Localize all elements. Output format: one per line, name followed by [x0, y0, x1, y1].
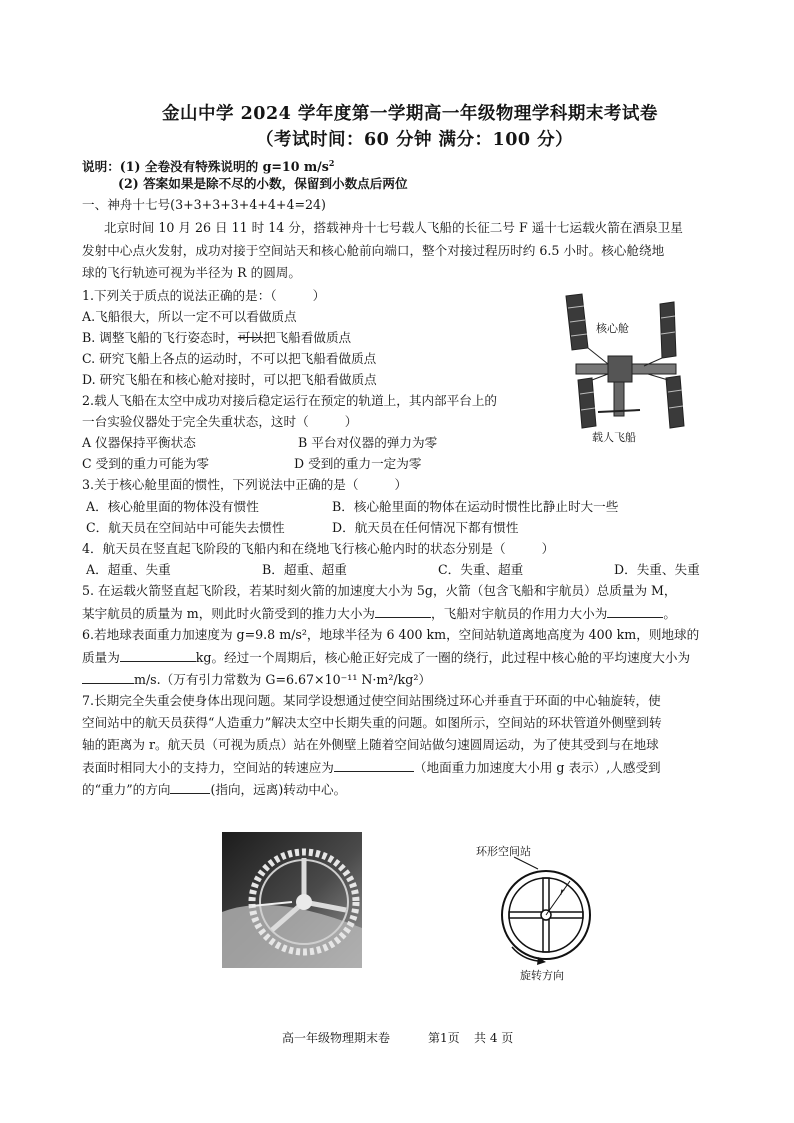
footer-course: 高一年级物理期末卷: [282, 1031, 391, 1045]
q1-stem-text: 1.下列关于质点的说法正确的是：（: [82, 288, 277, 303]
q6-line-1: 6.若地球表面重力加速度为 g=9.8 m/s²，地球半径为 6 400 km，空间站轨道离地高度为 400 km，则地球的: [82, 627, 700, 642]
q5-line-2b: ，飞船对宇航员的作用力大小为: [431, 606, 608, 621]
q4-stem-end: ）: [541, 541, 555, 556]
q6-line-2a: 质量为: [82, 650, 120, 665]
q3-stem: [82, 477, 407, 493]
q1-option-d: D. 研究飞船在和核心舱对接时，可以把飞船看做质点: [82, 372, 377, 387]
space-station-figure: [548, 286, 706, 454]
q1-option-b-strike: 可以: [237, 330, 263, 345]
q6-line-3: [82, 671, 431, 688]
footer-total: 共 4 页: [474, 1031, 514, 1045]
q6-line-3a: m/s.（万有引力常数为 G=6.67×10⁻¹¹ N·m²/kg²）: [134, 672, 431, 687]
section-heading: 一、神舟十七号(3+3+3+3+4+4+4=24): [82, 197, 326, 212]
q5-line-2c: 。: [663, 606, 676, 621]
intro-line-3: 球的飞行轨迹可视为半径为 R 的圆周。: [82, 265, 301, 280]
q5-line-2: [82, 605, 676, 622]
q1-option-b: [82, 330, 351, 346]
q1-option-a: A.飞船很大，所以一定不可以看做质点: [82, 309, 297, 324]
q3-option-c: C．航天员在空间站中可能失去惯性: [86, 520, 285, 535]
q3-option-d: D．航天员在任何情况下都有惯性: [332, 520, 519, 535]
q7-line-4: [82, 759, 661, 776]
q3-option-b: B．核心舱里面的物体在运动时惯性比静止时大一些: [332, 499, 619, 514]
ring-station-diagram: [476, 843, 600, 983]
q4-stem: [82, 541, 554, 557]
note-1-sup: 2: [328, 158, 335, 168]
q6-mass-blank[interactable]: [120, 649, 196, 662]
ring-direction-label: 旋转方向: [520, 969, 564, 982]
q2-stem-1: 2.载人飞船在太空中成功对接后稳定运行在预定的轨道上，其内部平台上的: [82, 393, 498, 408]
q7-line-5a: 的“重力”的方向: [82, 782, 171, 797]
intro-line-2: 发射中心点火发射，成功对接于空间站天和核心舱前向端口，整个对接过程历时约 6.5 小时。核心舱绕地: [82, 243, 665, 258]
q7-line-3: 轴的距离为 r。航天员（可视为质点）站在外侧壁上随着空间站做匀速圆周运动，为了使其受到与在地球: [82, 737, 659, 752]
q1-stem: [82, 288, 325, 304]
q5-line-1: 5. 在运载火箭竖直起飞阶段，若某时刻火箭的加速度大小为 5g，火箭（包含飞船和宇航员）总质量为 M，: [82, 583, 677, 598]
q3-stem-text: 3.关于核心舱里面的惯性，下列说法中正确的是（: [82, 477, 359, 492]
q5-line-2a: 某宇航员的质量为 m，则此时火箭受到的推力大小为: [82, 606, 376, 621]
q4-option-c: C．失重、超重: [438, 562, 524, 577]
q7-line-5: [82, 781, 346, 798]
exam-title: 金山中学 2024 学年度第一学期高一年级物理学科期末考试卷: [162, 104, 658, 124]
q7-direction-blank[interactable]: [170, 781, 210, 794]
q4-stem-text: 4．航天员在竖直起飞阶段的飞船内和在绕地飞行核心舱内时的状态分别是（: [82, 541, 506, 556]
q3-option-a: A．核心舱里面的物体没有惯性: [86, 499, 259, 514]
q2-stem-2-text: 一台实验仪器处于完全失重状态，这时（: [82, 414, 309, 429]
q4-option-a: A．超重、失重: [86, 562, 171, 577]
q4-option-b: B．超重、超重: [262, 562, 347, 577]
intro-line-1: 北京时间 10 月 26 日 11 时 14 分，搭载神舟十七号载人飞船的长征二号 F 遥十七运载火箭在酒泉卫星: [104, 220, 683, 235]
q3-stem-end: ）: [394, 477, 408, 492]
q6-velocity-blank[interactable]: [82, 671, 134, 684]
q2-option-c: C 受到的重力可能为零: [82, 456, 209, 471]
exam-subtitle: （考试时间：60 分钟 满分：100 分）: [256, 130, 574, 150]
q1-stem-end: ）: [312, 288, 326, 303]
q1-option-b-part2: 把飞船看做质点: [262, 330, 352, 345]
q1-option-b-part1: B. 调整飞船的飞行姿态时，: [82, 330, 238, 345]
q7-line-2: 空间站中的航天员获得“人造重力”解决太空中长期失重的问题。如图所示，空间站的环状管道外侧壁到转: [82, 715, 662, 730]
note-1-text: 说明：(1) 全卷没有特殊说明的 g=10 m/s: [82, 159, 329, 175]
note-1: [82, 155, 334, 175]
q5-thrust-blank[interactable]: [375, 605, 431, 618]
q7-line-1: 7.长期完全失重会使身体出现问题。某同学设想通过使空间站围绕过环心并垂直于环面的中心轴旋转，使: [82, 693, 661, 708]
q2-stem-2: [82, 414, 357, 430]
q4-option-d: D．失重、失重: [614, 562, 700, 577]
q7-line-4a: 表面时相同大小的支持力，空间站的转速应为: [82, 760, 334, 775]
q6-line-2b: kg。经过一个周期后，核心舱正好完成了一圈的绕行，此过程中核心舱的平均速度大小为: [195, 650, 691, 665]
q6-line-2: [82, 649, 690, 666]
ring-radius-label: r: [560, 887, 565, 898]
q5-force-blank[interactable]: [607, 605, 663, 618]
footer-page: 第1页: [428, 1031, 460, 1045]
q7-speed-blank[interactable]: [334, 759, 414, 772]
label-core-module: 核心舱: [596, 322, 629, 335]
ring-title-label: 环形空间站: [476, 845, 531, 858]
label-crewed-ship: 载人飞船: [592, 431, 636, 444]
q2-option-a: A 仪器保持平衡状态: [82, 435, 196, 450]
q2-option-b: B 平台对仪器的弹力为零: [298, 435, 438, 450]
q2-option-d: D 受到的重力一定为零: [294, 456, 422, 471]
note-2: (2) 答案如果是除不尽的小数，保留到小数点后两位: [118, 176, 408, 191]
q1-option-c: C. 研究飞船上各点的运动时，不可以把飞船看做质点: [82, 351, 377, 366]
q7-line-5b: (指向，远离)转动中心。: [210, 782, 347, 797]
ring-station-photo: [222, 832, 362, 968]
q2-stem-2-end: ）: [344, 414, 358, 429]
q7-line-4b: （地面重力加速度大小用 g 表示）,人感受到: [413, 760, 661, 775]
